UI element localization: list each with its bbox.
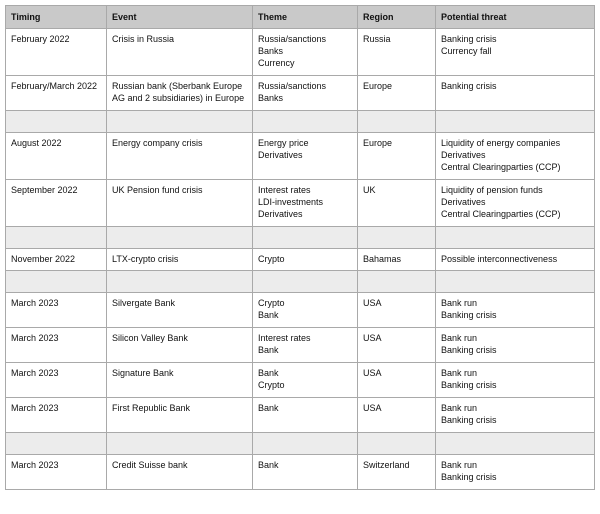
timing-cell xyxy=(6,293,107,328)
potential-threat-cell xyxy=(436,249,595,271)
table-row xyxy=(6,293,595,328)
event-text: Silicon Valley Bank xyxy=(112,333,188,343)
separator-cell xyxy=(358,433,436,455)
potential-threat-text: Currency fall xyxy=(441,46,492,56)
table-row xyxy=(6,363,595,398)
region-text: Europe xyxy=(363,81,393,91)
potential-threat-cell xyxy=(436,398,595,433)
potential-threat-text: Liquidity of pension funds xyxy=(441,185,543,195)
event-text: LTX-crypto crisis xyxy=(112,254,179,264)
theme-text: Russia/sanctions xyxy=(258,34,327,44)
header-region: Region xyxy=(358,6,436,29)
header-row xyxy=(6,6,595,29)
theme-text: Crypto xyxy=(258,380,285,390)
timing-cell xyxy=(6,363,107,398)
region-cell xyxy=(358,249,436,271)
potential-threat-text: Banking crisis xyxy=(441,345,497,355)
event-text: Russian bank (Sberbank Europe xyxy=(112,81,243,91)
table-row xyxy=(6,180,595,227)
theme-cell xyxy=(253,328,358,363)
separator-row xyxy=(6,433,595,455)
theme-text: Crypto xyxy=(258,254,285,264)
theme-text: LDI-investments xyxy=(258,197,324,207)
timing-cell xyxy=(6,328,107,363)
potential-threat-text: Banking crisis xyxy=(441,34,497,44)
separator-cell xyxy=(436,271,595,293)
potential-threat-text: Bank run xyxy=(441,460,478,470)
region-text: Switzerland xyxy=(363,460,410,470)
theme-cell xyxy=(253,455,358,490)
event-cell xyxy=(107,293,253,328)
theme-text: Russia/sanctions xyxy=(258,81,327,91)
table-body xyxy=(6,29,595,490)
separator-row xyxy=(6,271,595,293)
theme-cell xyxy=(253,180,358,227)
event-cell xyxy=(107,455,253,490)
timing-text: February/March 2022 xyxy=(11,81,98,91)
potential-threat-text: Derivatives xyxy=(441,150,486,160)
theme-text: Bank xyxy=(258,345,279,355)
separator-cell xyxy=(436,433,595,455)
potential-threat-text: Possible interconnectiveness xyxy=(441,254,558,264)
event-cell xyxy=(107,76,253,111)
event-text: AG and 2 subsidiaries) in Europe xyxy=(112,93,245,103)
timing-cell xyxy=(6,398,107,433)
region-cell xyxy=(358,180,436,227)
potential-threat-text: Bank run xyxy=(441,298,478,308)
potential-threat-text: Banking crisis xyxy=(441,81,497,91)
separator-cell xyxy=(6,111,107,133)
timing-text: March 2023 xyxy=(11,298,59,308)
separator-cell xyxy=(6,271,107,293)
region-text: UK xyxy=(363,185,376,195)
table-row xyxy=(6,76,595,111)
separator-cell xyxy=(253,271,358,293)
theme-text: Bank xyxy=(258,403,279,413)
region-cell xyxy=(358,29,436,76)
separator-cell xyxy=(436,227,595,249)
event-cell xyxy=(107,363,253,398)
region-text: USA xyxy=(363,333,382,343)
potential-threat-text: Banking crisis xyxy=(441,472,497,482)
timing-text: March 2023 xyxy=(11,460,59,470)
separator-cell xyxy=(253,111,358,133)
theme-text: Bank xyxy=(258,368,279,378)
potential-threat-cell xyxy=(436,293,595,328)
event-text: Crisis in Russia xyxy=(112,34,175,44)
potential-threat-text: Central Clearingparties (CCP) xyxy=(441,209,561,219)
region-cell xyxy=(358,363,436,398)
potential-threat-cell xyxy=(436,133,595,180)
header-timing: Timing xyxy=(6,6,107,29)
event-cell xyxy=(107,328,253,363)
event-text: UK Pension fund crisis xyxy=(112,185,203,195)
separator-cell xyxy=(107,111,253,133)
theme-text: Banks xyxy=(258,46,284,56)
region-cell xyxy=(358,455,436,490)
events-table xyxy=(5,5,595,490)
theme-cell xyxy=(253,363,358,398)
theme-text: Crypto xyxy=(258,298,285,308)
region-text: USA xyxy=(363,298,382,308)
event-text: Silvergate Bank xyxy=(112,298,176,308)
event-cell xyxy=(107,249,253,271)
region-cell xyxy=(358,293,436,328)
separator-cell xyxy=(253,433,358,455)
region-text: USA xyxy=(363,368,382,378)
theme-cell xyxy=(253,293,358,328)
potential-threat-text: Bank run xyxy=(441,333,478,343)
region-text: Europe xyxy=(363,138,393,148)
region-cell xyxy=(358,76,436,111)
header-event: Event xyxy=(107,6,253,29)
timing-cell xyxy=(6,29,107,76)
event-cell xyxy=(107,180,253,227)
timing-cell xyxy=(6,133,107,180)
potential-threat-cell xyxy=(436,328,595,363)
timing-text: March 2023 xyxy=(11,333,59,343)
separator-cell xyxy=(436,111,595,133)
timing-cell xyxy=(6,76,107,111)
separator-cell xyxy=(6,227,107,249)
region-text: Russia xyxy=(363,34,391,44)
event-cell xyxy=(107,29,253,76)
potential-threat-text: Derivatives xyxy=(441,197,486,207)
region-cell xyxy=(358,398,436,433)
separator-cell xyxy=(107,433,253,455)
potential-threat-cell xyxy=(436,363,595,398)
theme-text: Interest rates xyxy=(258,185,311,195)
potential-threat-text: Bank run xyxy=(441,368,478,378)
theme-text: Banks xyxy=(258,93,284,103)
separator-cell xyxy=(107,271,253,293)
potential-threat-text: Bank run xyxy=(441,403,478,413)
timing-text: August 2022 xyxy=(11,138,62,148)
theme-text: Energy price xyxy=(258,138,309,148)
event-cell xyxy=(107,398,253,433)
potential-threat-text: Banking crisis xyxy=(441,415,497,425)
event-text: Credit Suisse bank xyxy=(112,460,188,470)
separator-cell xyxy=(6,433,107,455)
table-row xyxy=(6,398,595,433)
theme-cell xyxy=(253,398,358,433)
separator-cell xyxy=(107,227,253,249)
potential-threat-cell xyxy=(436,455,595,490)
separator-cell xyxy=(358,271,436,293)
potential-threat-text: Banking crisis xyxy=(441,310,497,320)
separator-row xyxy=(6,227,595,249)
theme-text: Interest rates xyxy=(258,333,311,343)
theme-cell xyxy=(253,76,358,111)
theme-cell xyxy=(253,133,358,180)
region-cell xyxy=(358,133,436,180)
event-cell xyxy=(107,133,253,180)
potential-threat-text: Banking crisis xyxy=(441,380,497,390)
timing-cell xyxy=(6,249,107,271)
theme-text: Currency xyxy=(258,58,295,68)
region-text: USA xyxy=(363,403,382,413)
timing-text: September 2022 xyxy=(11,185,78,195)
theme-text: Derivatives xyxy=(258,209,303,219)
timing-cell xyxy=(6,455,107,490)
table-row xyxy=(6,29,595,76)
theme-text: Bank xyxy=(258,460,279,470)
event-text: First Republic Bank xyxy=(112,403,191,413)
separator-cell xyxy=(358,227,436,249)
potential-threat-cell xyxy=(436,180,595,227)
event-text: Signature Bank xyxy=(112,368,174,378)
event-text: Energy company crisis xyxy=(112,138,203,148)
header-theme: Theme xyxy=(253,6,358,29)
theme-cell xyxy=(253,249,358,271)
potential-threat-cell xyxy=(436,76,595,111)
potential-threat-text: Central Clearingparties (CCP) xyxy=(441,162,561,172)
region-text: Bahamas xyxy=(363,254,402,264)
timing-text: March 2023 xyxy=(11,368,59,378)
potential-threat-text: Liquidity of energy companies xyxy=(441,138,561,148)
theme-text: Derivatives xyxy=(258,150,303,160)
table-row xyxy=(6,328,595,363)
timing-text: February 2022 xyxy=(11,34,70,44)
region-cell xyxy=(358,328,436,363)
table-row xyxy=(6,249,595,271)
separator-cell xyxy=(253,227,358,249)
timing-text: March 2023 xyxy=(11,403,59,413)
theme-text: Bank xyxy=(258,310,279,320)
potential-threat-cell xyxy=(436,29,595,76)
header-potential-threat: Potential threat xyxy=(436,6,595,29)
table-row xyxy=(6,455,595,490)
timing-cell xyxy=(6,180,107,227)
table-row xyxy=(6,133,595,180)
theme-cell xyxy=(253,29,358,76)
separator-cell xyxy=(358,111,436,133)
separator-row xyxy=(6,111,595,133)
timing-text: November 2022 xyxy=(11,254,76,264)
